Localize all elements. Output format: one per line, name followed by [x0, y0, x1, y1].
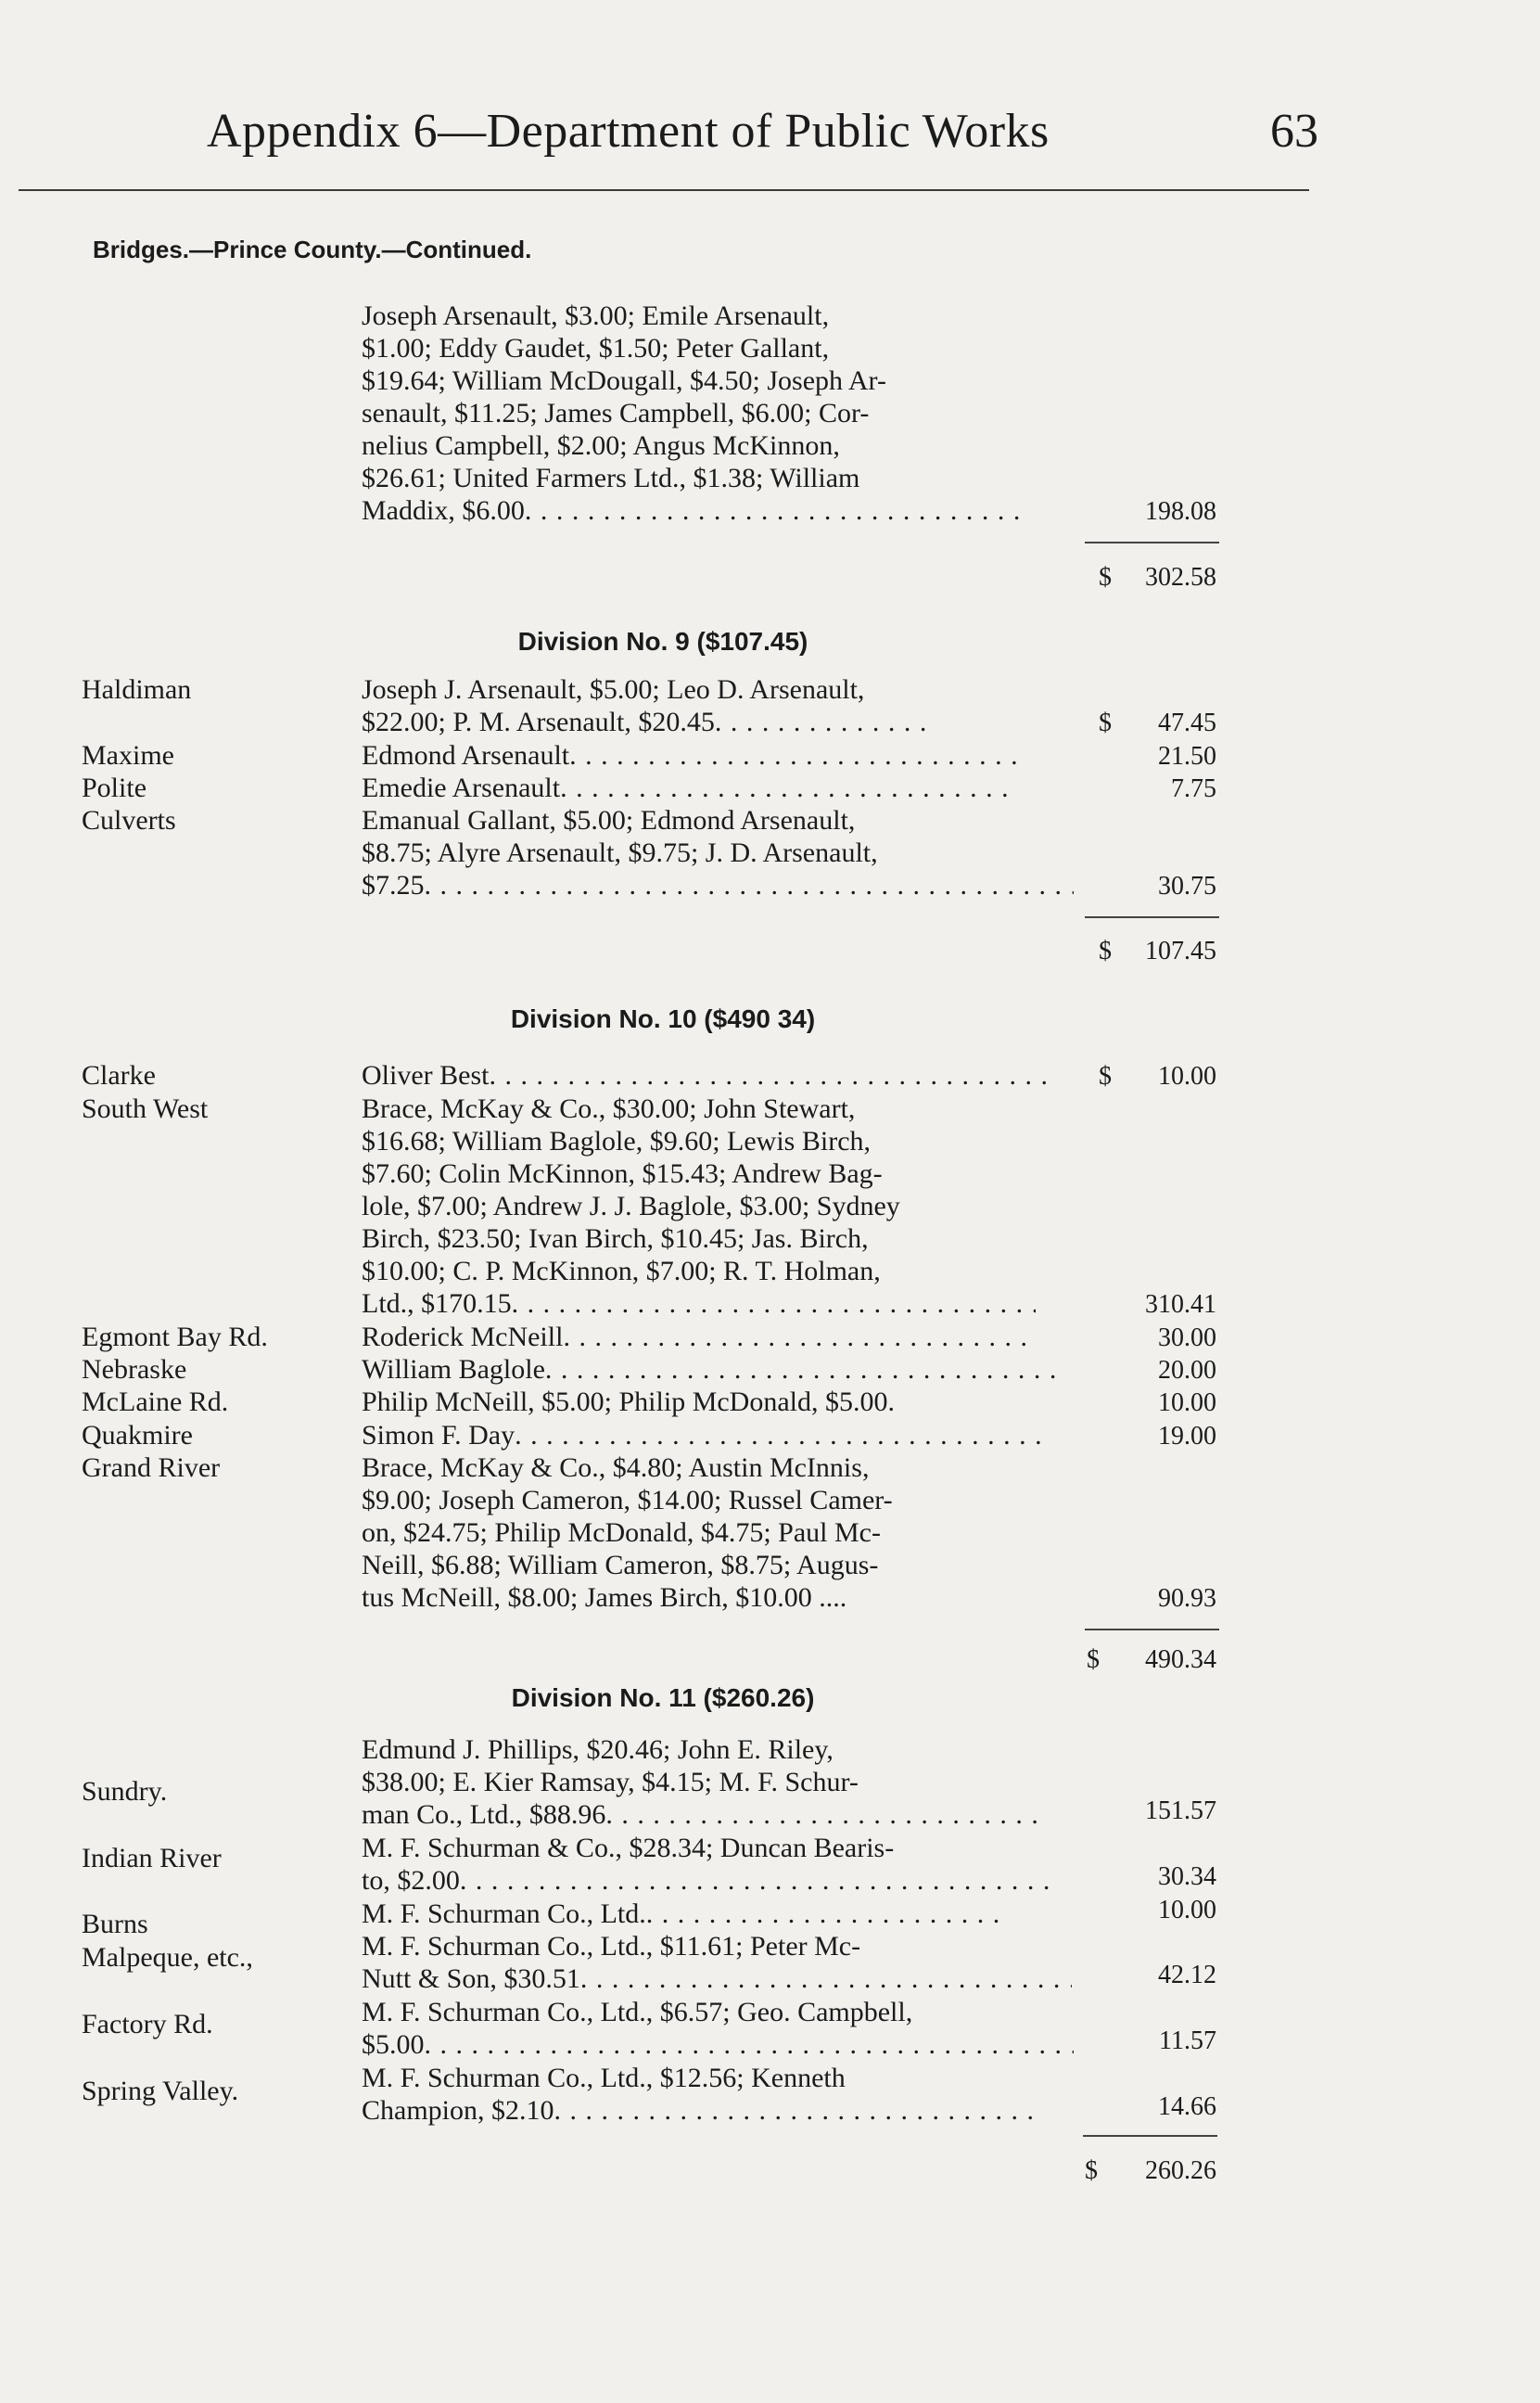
- entry-line: Brace, McKay & Co., $4.80; Austin McInnis,: [362, 1452, 870, 1483]
- location-label: Indian River: [82, 1843, 222, 1873]
- total-rule: [1085, 542, 1219, 543]
- total-rule: [1085, 916, 1219, 918]
- entry-line: Birch, $23.50; Ivan Birch, $10.45; Jas. Birch,: [362, 1223, 869, 1254]
- amount: 20.00: [1158, 1356, 1216, 1385]
- location-label: Clarke: [82, 1060, 156, 1091]
- amount: 151.57: [1145, 1796, 1216, 1825]
- amount: 47.45: [1158, 709, 1216, 737]
- location-label: Sundry.: [82, 1776, 168, 1807]
- location-label: Culverts: [82, 805, 176, 836]
- entry-line: $1.00; Eddy Gaudet, $1.50; Peter Gallant,: [362, 333, 830, 364]
- entry-line: to, $2.00. . .: [362, 1865, 1085, 1897]
- location-label: Spring Valley.: [82, 2076, 239, 2106]
- entry-line: Emanual Gallant, $5.00; Edmond Arsenault,: [362, 805, 856, 836]
- entry-line: Roderick McNeill. . .: [362, 1322, 1085, 1353]
- entry-line: $26.61; United Farmers Ltd., $1.38; William: [362, 463, 860, 493]
- location-label: Factory Rd.: [82, 2009, 213, 2039]
- total-amount: 302.58: [1145, 563, 1216, 592]
- total-dollar-sign: $: [1087, 1645, 1100, 1674]
- entry-line: Champion, $2.10. . .: [362, 2095, 1085, 2127]
- entry-line: M. F. Schurman Co., Ltd., $6.57; Geo. Campbell,: [362, 1997, 913, 2027]
- location-label: Malpeque, etc.,: [82, 1942, 253, 1973]
- location-label: Polite: [82, 773, 147, 803]
- amount: 30.75: [1158, 872, 1216, 901]
- location-label: Grand River: [82, 1452, 221, 1483]
- entry-line: $7.60; Colin McKinnon, $15.43; Andrew Bag-: [362, 1158, 883, 1189]
- entry-line: M. F. Schurman Co., Ltd., $12.56; Kenneth: [362, 2063, 846, 2093]
- total-rule: [1085, 1629, 1219, 1630]
- dollar-sign: $: [1099, 1062, 1112, 1091]
- entry-line: Nutt & Son, $30.51. . .: [362, 1963, 1085, 1995]
- amount: 19.00: [1158, 1422, 1216, 1451]
- entry-line: Brace, McKay & Co., $30.00; John Stewart,: [362, 1093, 856, 1124]
- total-dollar-sign: $: [1099, 563, 1112, 592]
- location-label: Egmont Bay Rd.: [82, 1322, 268, 1352]
- header-rule: [19, 189, 1309, 191]
- amount: 30.00: [1158, 1323, 1216, 1352]
- entry-line: $9.00; Joseph Cameron, $14.00; Russel Camer-: [362, 1485, 893, 1515]
- division-heading: Division No. 11 ($260.26): [511, 1683, 815, 1712]
- entry-line: Joseph Arsenault, $3.00; Emile Arsenault,: [362, 300, 830, 331]
- total-amount: 490.34: [1145, 1645, 1216, 1674]
- entry-line: M. F. Schurman Co., Ltd.. . .: [362, 1898, 1085, 1930]
- entry-line: on, $24.75; Philip McDonald, $4.75; Paul Mc-: [362, 1517, 881, 1548]
- entry-line: nelius Campbell, $2.00; Angus McKinnon,: [362, 430, 840, 461]
- total-amount: 260.26: [1145, 2156, 1216, 2185]
- amount: 42.12: [1158, 1961, 1216, 1989]
- entry-line: Oliver Best. . .: [362, 1060, 1103, 1092]
- amount: 11.57: [1159, 2026, 1216, 2055]
- total-rule: [1083, 2135, 1217, 2137]
- entry-line: William Baglole. . .: [362, 1354, 1085, 1386]
- entry-line: man Co., Ltd., $88.96. . .: [362, 1799, 1085, 1831]
- entry-line: $10.00; C. P. McKinnon, $7.00; R. T. Holman,: [362, 1256, 881, 1286]
- location-label: Haldiman: [82, 674, 192, 705]
- total-dollar-sign: $: [1099, 937, 1112, 965]
- section-heading: Bridges.—Prince County.—Continued.: [93, 236, 532, 263]
- entry-line: Edmund J. Phillips, $20.46; John E. Riley,: [362, 1734, 834, 1765]
- entry-line: $19.64; William McDougall, $4.50; Joseph Ar-: [362, 365, 886, 396]
- location-label: Burns: [82, 1909, 148, 1939]
- amount: 10.00: [1158, 1388, 1216, 1417]
- entry-line: Philip McNeill, $5.00; Philip McDonald, $5.00.: [362, 1387, 895, 1417]
- amount: 14.66: [1158, 2092, 1216, 2121]
- entry-line: Emedie Arsenault. . .: [362, 773, 1085, 804]
- total-amount: 107.45: [1145, 937, 1216, 965]
- entry-line: M. F. Schurman & Co., $28.34; Duncan Bearis-: [362, 1833, 895, 1863]
- division-heading: Division No. 10 ($490 34): [510, 1004, 816, 1033]
- division-heading: Division No. 9 ($107.45): [517, 627, 808, 656]
- entry-line: $8.75; Alyre Arsenault, $9.75; J. D. Arsenault,: [362, 837, 878, 868]
- amount: 10.00: [1158, 1896, 1216, 1924]
- amount: 198.08: [1145, 497, 1216, 526]
- entry-line: $38.00; E. Kier Ramsay, $4.15; M. F. Schur-: [362, 1767, 859, 1797]
- amount: 310.41: [1145, 1290, 1216, 1319]
- entry-line: senault, $11.25; James Campbell, $6.00; Cor-: [362, 398, 870, 428]
- entry-line: M. F. Schurman Co., Ltd., $11.61; Peter Mc-: [362, 1931, 861, 1962]
- amount: 7.75: [1171, 774, 1216, 803]
- amount: 10.00: [1158, 1062, 1216, 1091]
- entry-line: tus McNeill, $8.00; James Birch, $10.00 ....: [362, 1582, 847, 1613]
- entry-line: Edmond Arsenault. . .: [362, 740, 1085, 772]
- dollar-sign: $: [1099, 709, 1112, 737]
- location-label: Quakmire: [82, 1420, 193, 1451]
- entry-line: Ltd., $170.15. . .: [362, 1288, 1103, 1320]
- location-label: Nebraske: [82, 1354, 187, 1385]
- entry-line: Joseph J. Arsenault, $5.00; Leo D. Arsenault,: [362, 674, 865, 705]
- entry-line: Simon F. Day. . .: [362, 1420, 1085, 1451]
- entry-line: Maddix, $6.00. . .: [362, 495, 1085, 527]
- entry-line: $16.68; William Baglole, $9.60; Lewis Birch,: [362, 1126, 872, 1157]
- entry-line: $5.00. . .: [362, 2029, 1085, 2061]
- amount: 30.34: [1158, 1862, 1216, 1891]
- total-dollar-sign: $: [1085, 2156, 1098, 2185]
- amount: 90.93: [1158, 1584, 1216, 1613]
- page-number: 63: [1270, 105, 1318, 158]
- entry-line: Neill, $6.88; William Cameron, $8.75; Augus-: [362, 1550, 879, 1580]
- location-label: South West: [82, 1093, 209, 1124]
- entry-line: $22.00; P. M. Arsenault, $20.45. . .: [362, 707, 1103, 738]
- location-label: Maxime: [82, 740, 174, 771]
- running-head: Appendix 6—Department of Public Works: [207, 105, 1050, 158]
- entry-line: lole, $7.00; Andrew J. J. Baglole, $3.00; Sydney: [362, 1191, 900, 1221]
- amount: 21.50: [1158, 742, 1216, 771]
- location-label: McLaine Rd.: [82, 1387, 229, 1417]
- entry-line: $7.25. . .: [362, 870, 1085, 901]
